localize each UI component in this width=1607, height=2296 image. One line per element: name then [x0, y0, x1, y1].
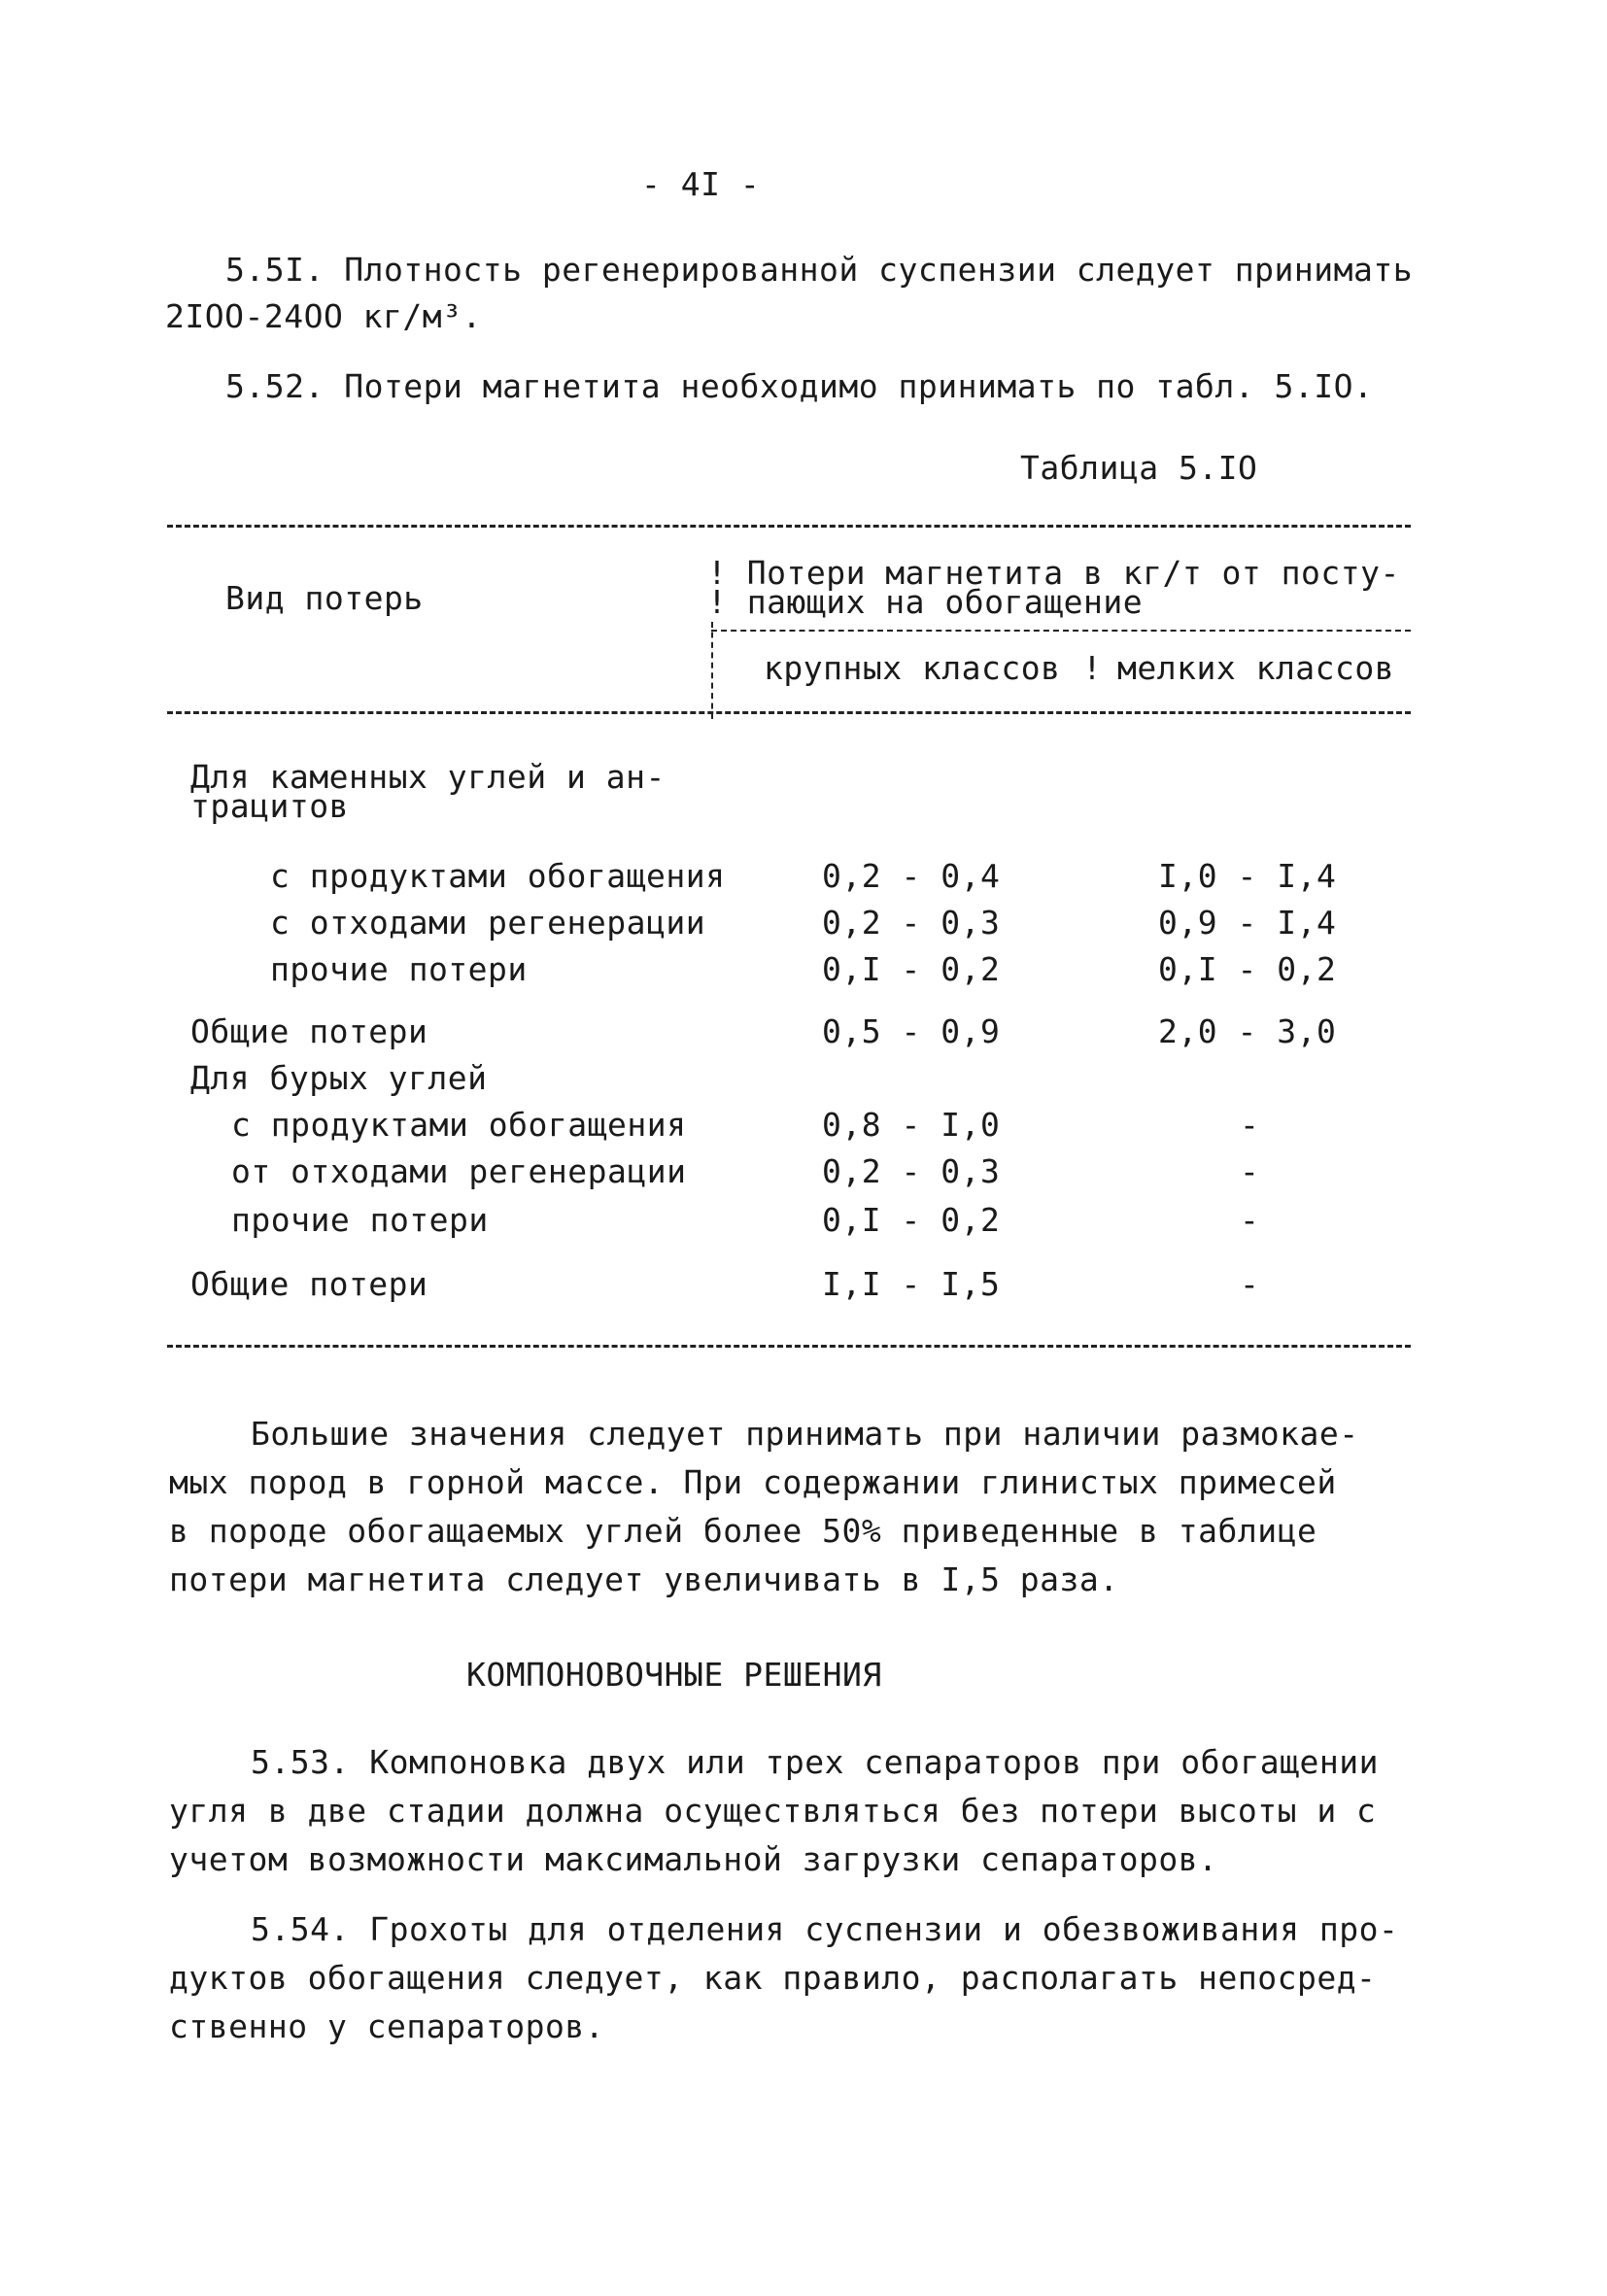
table-row-8-fine: -: [1240, 1152, 1260, 1190]
paragraph-5-51-line-2: 2IOO-24OO кг/м³.: [165, 297, 482, 335]
table-header-group-rule: [711, 630, 1411, 632]
table-row-1-label: трацитов: [190, 787, 349, 825]
table-note-line-1: Большие значения следует принимать при наличии размокае-: [251, 1415, 1359, 1453]
page-number: - 4I -: [641, 165, 761, 203]
table-row-6-label: Для бурых углей: [190, 1059, 488, 1097]
table-caption: Таблица 5.IO: [1020, 449, 1258, 487]
paragraph-5-54-line-2: дуктов обогащения следует, как правило, располагать непосред-: [169, 1959, 1377, 1997]
table-row-10-label: Общие потери: [190, 1265, 428, 1303]
table-note-line-4: потери магнетита следует увеличивать в I,5 раза.: [169, 1560, 1119, 1598]
table-header-group-line-1: ! Потери магнетита в кг/т от посту-: [707, 554, 1400, 592]
table-header-fine-classes: мелких классов: [1117, 649, 1395, 687]
table-header-column-separator: [711, 622, 713, 719]
paragraph-5-53-line-3: учетом возможности максимальной загрузки сепараторов.: [169, 1840, 1218, 1878]
paragraph-5-53-line-2: угля в две стадии должна осуществляться без потери высоты и с: [169, 1792, 1377, 1830]
table-row-7-label: с продуктами обогащения: [231, 1106, 687, 1144]
table-header-large-classes: крупных классов: [764, 649, 1061, 687]
table-note-line-2: мых пород в горной массе. При содержании глинистых примесей: [169, 1463, 1337, 1501]
table-row-10-fine: -: [1240, 1265, 1260, 1303]
table-row-8-label: от отходами регенерации: [231, 1152, 687, 1190]
table-row-2-large: 0,2 - 0,4: [822, 857, 1001, 895]
table-row-2-label: с продуктами обогащения: [270, 857, 726, 895]
paragraph-5-53-line-1: 5.53. Компоновка двух или трех сепараторов при обогащении: [251, 1743, 1379, 1781]
table-top-rule: [167, 525, 1411, 528]
table-row-7-large: 0,8 - I,0: [822, 1106, 1001, 1144]
table-row-9-label: прочие потери: [231, 1201, 489, 1239]
table-row-9-fine: -: [1240, 1201, 1260, 1239]
table-row-5-fine: 2,0 - 3,0: [1158, 1012, 1337, 1050]
table-row-3-large: 0,2 - 0,3: [822, 904, 1001, 942]
paragraph-5-54-line-3: ственно у сепараторов.: [169, 2007, 605, 2045]
table-row-5-large: 0,5 - 0,9: [822, 1012, 1001, 1050]
section-heading: КОМПОНОВОЧНЫЕ РЕШЕНИЯ: [466, 1656, 882, 1694]
table-row-8-large: 0,2 - 0,3: [822, 1152, 1001, 1190]
table-row-9-large: 0,I - 0,2: [822, 1201, 1001, 1239]
table-header-loss-type: Вид потерь: [225, 579, 424, 617]
table-row-4-fine: 0,I - 0,2: [1158, 950, 1337, 988]
table-row-4-label: прочие потери: [270, 950, 528, 988]
table-row-5-label: Общие потери: [190, 1012, 428, 1050]
table-row-4-large: 0,I - 0,2: [822, 950, 1001, 988]
table-row-3-fine: 0,9 - I,4: [1158, 904, 1337, 942]
paragraph-5-54-line-1: 5.54. Грохоты для отделения суспензии и обезвоживания про-: [251, 1910, 1399, 1948]
table-row-0-label: Для каменных углей и ан-: [190, 758, 666, 796]
table-note-line-3: в породе обогащаемых углей более 50% приведенные в таблице: [169, 1512, 1317, 1550]
table-row-10-large: I,I - I,5: [822, 1265, 1001, 1303]
table-bottom-rule: [167, 1345, 1411, 1348]
table-header-bottom-rule: [167, 711, 1411, 714]
table-row-7-fine: -: [1240, 1106, 1260, 1144]
table-header-group-line-2: ! пающих на обогащение: [707, 583, 1144, 621]
table-header-subcolumn-separator: !: [1082, 649, 1103, 687]
table-row-2-fine: I,0 - I,4: [1158, 857, 1337, 895]
paragraph-5-52: 5.52. Потери магнетита необходимо принимать по табл. 5.IO.: [225, 367, 1374, 405]
table-row-3-label: с отходами регенерации: [270, 904, 706, 942]
paragraph-5-51-line-1: 5.5I. Плотность регенерированной суспензии следует принимать: [225, 251, 1414, 289]
